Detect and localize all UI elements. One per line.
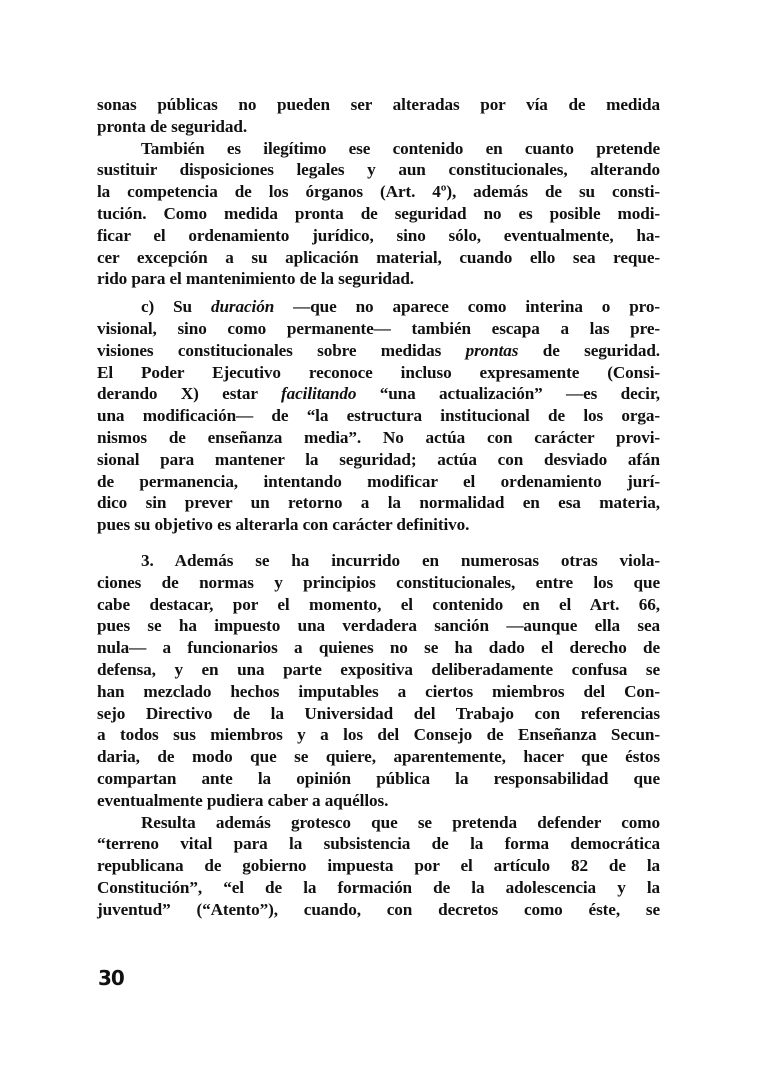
text-line: han mezclado hechos imputables a ciertos miembros del Con- [97,681,660,701]
italic-term: prontas [465,340,519,360]
text-run: de seguridad. [518,340,660,360]
text-run: c) Su [141,297,211,317]
text-line: 3. Además se ha incurrido en numerosas otras viola- [141,550,660,570]
text-line: ficar el ordenamiento jurídico, sino sólo, eventualmente, ha- [97,225,660,245]
paragraph-tambien [97,138,660,291]
text-line: pues su objetivo es alterarla con carácter definitivo. [97,515,470,535]
page-body [97,94,660,920]
text-line: a todos sus miembros y a los del Consejo de Enseñanza Secun- [97,725,660,745]
text-line [97,340,660,362]
text-line: El Poder Ejecutivo reconoce incluso expresamente (Consi- [97,362,660,382]
text-line: nismos de enseñanza media”. No actúa con carácter provi- [97,427,660,447]
text-line: sional para mantener la seguridad; actúa con desviado afán [97,449,660,469]
paragraph-continuation [97,94,660,138]
text-line: tución. Como medida pronta de seguridad no es posible modi- [97,203,660,223]
text-run: —que no aparece como interina o pro- [274,297,660,317]
paragraph-resulta [97,812,660,921]
text-line: dico sin prever un retorno a la normalidad en esa materia, [97,493,660,513]
text-line: pues se ha impuesto una verdadera sanción —aunque ella sea [97,616,660,636]
text-line: pronta de seguridad. [97,116,248,136]
italic-term: duración [210,297,275,317]
text-line: juventud” (“Atento”), cuando, con decretos como éste, se [97,899,660,919]
text-line: sejo Directivo de la Universidad del Trabajo con referencias [97,703,660,723]
text-line [97,296,660,318]
text-line: nula— a funcionarios a quienes no se ha dado el derecho de [97,638,660,658]
text-line: Constitución”, “el de la formación de la adolescencia y la [97,877,660,897]
text-line: una modificación— de “la estructura institucional de los orga- [97,406,660,426]
text-line: Resulta además grotesco que se pretenda defender como [141,812,660,832]
text-line: sonas públicas no pueden ser alteradas por vía de medida [97,95,660,114]
text-line: También es ilegítimo ese contenido en cuanto pretende [141,138,660,158]
text-line: “terreno vital para la subsistencia de la forma democrática [97,834,660,854]
text-line: de permanencia, intentando modificar el ordenamiento jurí- [97,471,660,491]
text-line: la competencia de los órganos (Art. 4º), además de su consti- [97,182,660,202]
text-line: compartan ante la opinión pública la responsabilidad que [97,768,660,788]
text-line [97,383,660,405]
text-line: cer excepción a su aplicación material, cuando ello sea reque- [97,247,660,267]
text-line: defensa, y en una parte expositiva deliberadamente confusa se [97,659,660,679]
text-run: derando X) estar [97,384,282,404]
paragraph-3-ademas [97,550,660,812]
page-number: 30 [98,966,124,990]
text-line: cabe destacar, por el momento, el contenido en el Art. 66, [97,594,660,614]
text-line: ciones de normas y principios constitucionales, entre los que [97,572,660,592]
text-line: rido para el mantenimiento de la seguridad. [97,269,415,289]
text-line: daria, de modo que se quiere, aparentemente, hacer que éstos [97,747,660,767]
italic-term: facilitando [281,384,357,404]
text-line: eventualmente pudiera caber a aquéllos. [97,790,389,810]
text-line: republicana de gobierno impuesta por el artículo 82 de la [97,856,660,876]
text-run: “una actualización” —es decir, [356,384,661,404]
text-line: visional, sino como permanente— también escapa a las pre- [97,318,660,338]
text-run: visiones constitucionales sobre medidas [97,340,466,360]
text-line: sustituir disposiciones legales y aun constitucionales, alterando [97,160,660,180]
paragraph-c-duracion [97,296,660,536]
